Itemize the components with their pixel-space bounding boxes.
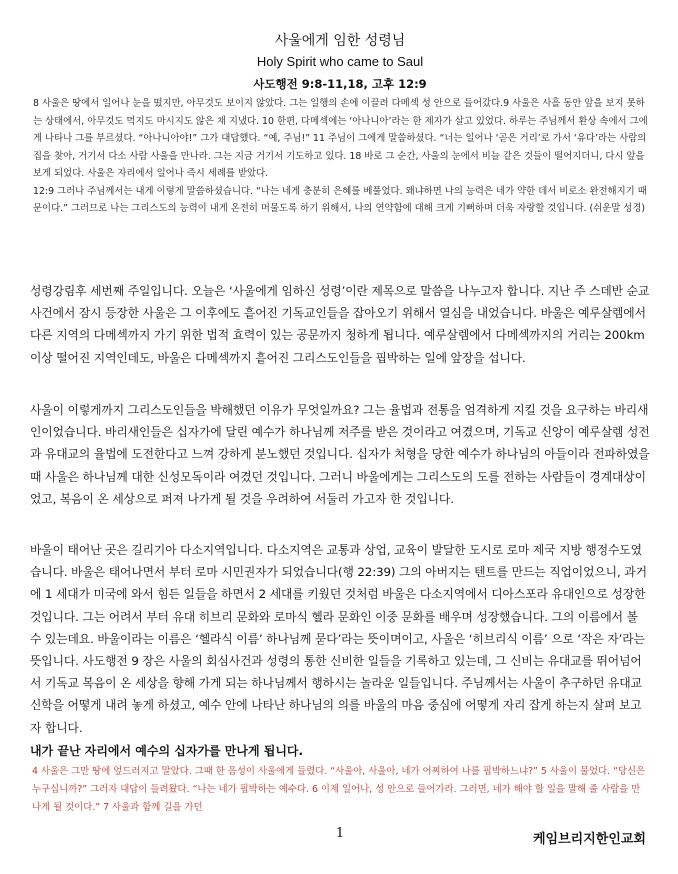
church-name: 케임브리지한인교회	[532, 832, 646, 847]
red-scripture-text: 4 사울은 그만 땅에 엎드러지고 말았다. 그때 한 음성이 사울에게 들렸다. “사울아, 사울아, 네가 어찌하여 나를 핍박하느냐?” 5 사울이 물었다. “당신은 누구십니까?” 그러자 대답이 들려왔다. “나는 네가 핍박하는 예수다. 6 이제 일어나, 성 안으로 들어가라. 그러면, 네가 해야 할 일을 말해 줄 사람을 만나게 될 것이다.” 7 사울과 함께 길을 가던	[32, 766, 646, 813]
page-number: 1	[335, 826, 345, 841]
scripture-reference: 사도행전 9:8-11,18, 고후 12:9	[253, 77, 427, 91]
section-heading: 내가 끝난 자리에서 예수의 십자가를 만나게 됩니다.	[30, 744, 304, 758]
sermon-paragraph-3	[30, 539, 650, 739]
sermon-title-korean: 사울에게 임한 성령님	[274, 33, 406, 49]
sermon-title-english: Holy Spirit who came to Saul	[256, 54, 424, 69]
sermon-paragraph-2	[30, 399, 650, 510]
paragraph-text: 성령강림후 세번째 주일입니다. 오늘은 ‘사울에게 임하신 성령’이란 제목으로 말씀을 나누고자 합니다. 지난 주 스데반 순교 사건에서 잠시 등장한 사울은 그 이후에도 흩어진 기독교인들을 잡아오기 위해서 열심을 내었습니다. 바울은 예루살렘에서 다른 지역의 다메섹까지 가기 위한 법적 효력이 있는 공문까지 청하게 됩니다. 예루살렘에서 다메섹까지의 거리는 200km 이상 떨어진 지역인데도, 바울은 다메섹까지 흩어진 그리스도인들을 핍박하는 일에 앞장을 섭니다.	[30, 284, 650, 365]
scripture-corinthians: 12:9 그러나 주님께서는 내게 이렇게 말씀하셨습니다. “나는 네게 충분히 은혜를 베풀었다. 왜냐하면 나의 능력은 네가 약한 데서 비로소 완전해지기 때문이다.” 그러므로 나는 그리스도의 능력이 내게 온전히 머물도록 하기 위해서, 나의 연약함에 대해 크게 기뻐하며 더욱 자랑할 것입니다. (쉬운말 성경)	[33, 185, 647, 214]
scripture-acts: 8 사울은 땅에서 일어나 눈을 떴지만, 아무것도 보이지 않았다. 그는 일행의 손에 이끌려 다메섹 성 안으로 들어갔다.9 사울은 사흘 동안 앞을 보지 못하는 상태에서, 아무것도 먹지도 마시지도 않은 채 지냈다. 10 한편, 다메섹에는 ‘아나니아’라는 한 제자가 살고 있었다. 하루는 주님께서 환상 속에서 그에게 나타나 그를 부르셨다. “아나니아야!” 그가 대답했다. “예, 주님!” 11 주님이 그에게 말씀하셨다. “너는 일어나 ‘곧은 거리’로 가서 ‘유다’라는 사람의 집을 찾아, 거기서 다소 사람 사울을 만나라. 그는 지금 거기서 기도하고 있다. 18 바로 그 순간, 사울의 눈에서 비늘 같은 것들이 떨어지더니, 다시 앞을 보게 되었다. 사울은 자리에서 일어나 즉시 세례를 받았다.	[33, 98, 648, 179]
paragraph-text: 사울이 이렇게까지 그리스도인들을 박해했던 이유가 무엇일까요? 그는 율법과 전통을 엄격하게 지킬 것을 요구하는 바리새인이었습니다. 바리새인들은 십자가에 달린 예수가 하나님께 저주를 받은 것이라고 여겼으며, 기독교 신앙이 예루살렘 성전과 유대교의 율법에 도전한다고 느껴 강하게 분노했던 것입니다. 십자가 처형을 당한 예수가 하나님의 아들이라 전파하였을때 사울은 하나님께 대한 신성모독이라 여겼던 것입니다. 그러니 바울에게는 그리스도의 도를 전하는 사람들이 경계대상이었고, 복음이 온 세상으로 퍼져 나가게 될 것을 우려하여 서둘러 가고자 한 것입니다.	[30, 403, 650, 506]
sermon-paragraph-1	[30, 280, 650, 369]
scripture-passage	[33, 95, 649, 218]
red-scripture-passage	[32, 763, 648, 816]
paragraph-text: 바울이 태어난 곳은 길리기아 다소지역입니다. 다소지역은 교통과 상업, 교육이 발달한 도시로 로마 제국 지방 행정수도였습니다. 바울은 태어나면서 부터 로마 시민권자가 되었습니다(행 22:39) 그의 아버지는 텐트를 만드는 직업이었으니, 과거에 1 세대가 미국에 와서 힘든 일들을 하면서 2 세대를 키웠던 것처럼 바울은 다소지역에서 디아스포라 유대인으로 성장한 것입니다. 그는 어려서 부터 유대 히브리 문화와 로마식 헬라 문화인 이중 문화를 배우며 성장했습니다. 그의 이름에서 볼 수 있는데요. 바울이라는 이름은 ‘헬라식 이름’ 하나님께 묻다’라는 뜻이며이고, 사울은 ‘히브리식 이름’ 으로 ‘작은 자’라는 뜻입니다. 사도행전 9 장은 사울의 회심사건과 성령의 통한 신비한 일들을 기록하고 있는데, 그 신비는 유대교를 뛰어넘어서 기독교 복음이 온 세상을 향해 가게 되는 하나님께서 행하시는 놀라운 일들입니다. 주님께서는 사울이 추구하던 유대교 신학을 어떻게 내려 놓게 하셨고, 예수 안에 나타난 하나님의 의를 바울의 마음 중심에 어떻게 자리 잡게 하는지 살펴 보고자 합니다.	[30, 543, 647, 735]
